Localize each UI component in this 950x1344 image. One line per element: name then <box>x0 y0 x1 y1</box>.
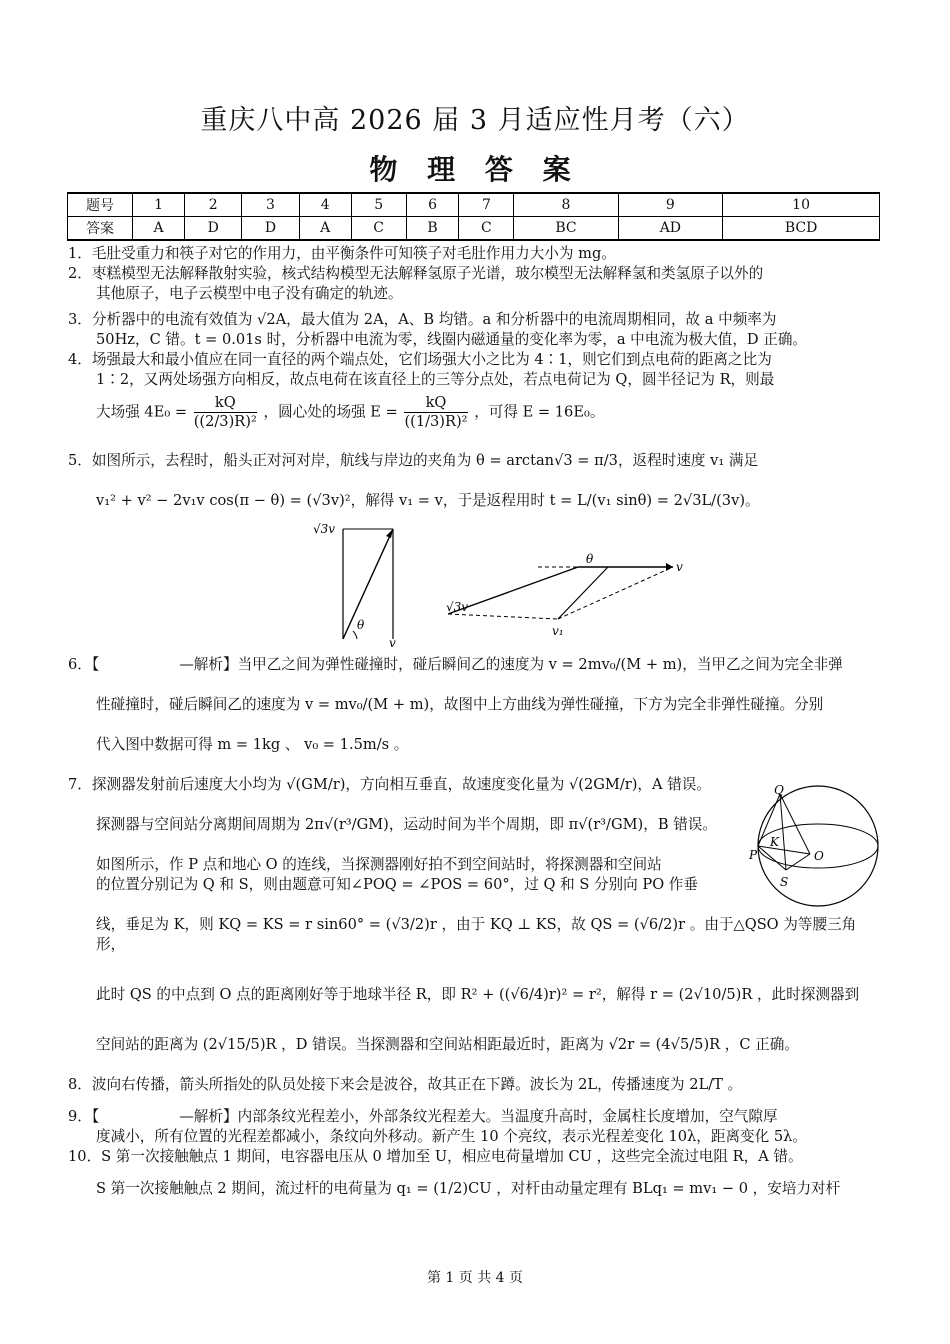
label: √3v <box>313 522 336 536</box>
label: v <box>676 560 683 574</box>
solution-5-line1: 5．如图所示，去程时，船头正对河对岸，航线与岸边的夹角为 θ = arctan√3 = π/3，返程时速度 v₁ 满足 <box>68 452 759 469</box>
label: S <box>780 875 789 889</box>
solution-4-line2: 1∶2，又两处场强方向相反，故点电荷在该直径上的三等分点处，若点电荷记为 Q，圆半径记为 R，则最 <box>96 371 775 388</box>
answer-table-answer-row <box>68 217 880 241</box>
text: ，可得 E = 16E₀。 <box>474 403 605 421</box>
table-cell: 6 <box>406 193 459 217</box>
denominator: ((2/3)R)² <box>193 413 257 430</box>
fraction <box>404 394 467 431</box>
solution-10-line2: S 第一次接触触点 2 期间，流过杆的电荷量为 q₁ = (1/2)CU ，对杆由动量定理有 BLq₁ = mv₁ − 0 ，安培力对杆 <box>96 1180 841 1197</box>
solution-2-line1: 2．枣糕模型无法解释散射实验，核式结构模型无法解释氢原子光谱，玻尔模型无法解释氢和类氢原子以外的 <box>68 265 764 282</box>
table-cell: A <box>299 217 351 241</box>
label: P <box>749 848 758 862</box>
solution-6-line2: 性碰撞时，碰后瞬间乙的速度为 v = mv₀/(M + m)，故图中上方曲线为弹性碰撞，下方为完全非弹性碰撞。分别 <box>96 696 824 713</box>
numerator: kQ <box>404 394 467 413</box>
table-cell: D <box>242 217 299 241</box>
solution-6-line1 <box>68 655 868 675</box>
solution-7-line7: 空间站的距离为 (2√15/5)R ，D 错误。当探测器和空间站相距最近时，距离为 √2r = (4√5/5)R ，C 正确。 <box>96 1036 799 1053</box>
solution-9-line1 <box>68 1107 868 1127</box>
label: v₁ <box>552 624 564 638</box>
table-cell: 3 <box>242 193 299 217</box>
table-cell: A <box>133 217 185 241</box>
label: O <box>814 849 824 863</box>
label: K <box>770 835 779 849</box>
answer-table-number-row <box>68 193 880 217</box>
table-cell: 7 <box>459 193 514 217</box>
label: θ <box>357 618 365 632</box>
page-footer: 第 1 页 共 4 页 <box>426 1270 524 1286</box>
table-cell: 10 <box>723 193 880 217</box>
solution-7-line3: 如图所示，作 P 点和地心 O 的连线，当探测器刚好拍不到空间站时，将探测器和空间站 <box>96 856 662 873</box>
table-cell: BC <box>514 217 618 241</box>
solution-6-line3: 代入图中数据可得 m = 1kg 、 v₀ = 1.5m/s 。 <box>96 736 409 753</box>
table-cell: B <box>406 217 459 241</box>
table-cell: 5 <box>351 193 406 217</box>
solution-10-line1: 10．S 第一次接触触点 1 期间，电容器电压从 0 增加至 U，相应电荷量增加 CU ，这些完全流过电阻 R，A 错。 <box>68 1148 803 1165</box>
table-cell: D <box>185 217 242 241</box>
solutions <box>68 244 868 1199</box>
solution-1: 1．毛肚受重力和筷子对它的作用力，由平衡条件可知筷子对毛肚作用力大小为 mg。 <box>68 245 616 262</box>
label: θ <box>586 552 594 566</box>
text: —解析】当甲乙之间为弹性碰撞时，碰后瞬间乙的速度为 v = 2mv₀/(M + m)，当甲乙之间为完全非弹 <box>179 656 843 673</box>
label: √3v <box>446 600 469 614</box>
table-cell: 8 <box>514 193 618 217</box>
solution-7-line1: 7．探测器发射前后速度大小均为 √(GM/r)，方向相互垂直，故速度变化量为 √(2GM/r)，A 错误。 <box>68 776 711 793</box>
text: 6．【 <box>68 656 100 673</box>
label: v <box>389 636 396 650</box>
answer-table <box>67 192 880 241</box>
solution-7-line5: 线，垂足为 K，则 KQ = KS = r sin60° = (√3/2)r ，由于 KQ ⊥ KS，故 QS = (√6/2)r 。由于△QSO 为等腰三角形， <box>96 916 857 953</box>
row-label: 题号 <box>68 193 133 217</box>
denominator: ((1/3)R)² <box>404 413 468 430</box>
solution-8: 8．波向右传播，箭头所指处的队员处接下来会是波谷，故其正在下蹲。波长为 2L，传播速度为 2L/T 。 <box>68 1076 743 1093</box>
page-subtitle: 物 理 答 案 <box>369 153 581 186</box>
solution-9-line2: 度减小，所有位置的光程差都减小，条纹向外移动。新产生 10 个亮纹，表示光程差变化 10λ，距离变化 5λ。 <box>96 1128 808 1145</box>
solution-3-line1: 3．分析器中的电流有效值为 √2A，最大值为 2A，A、B 均错。a 和分析器中的电流周期相同，故 a 中频率为 <box>68 311 777 328</box>
solution-7-line6: 此时 QS 的中点到 O 点的距离刚好等于地球半径 R，即 R² + ((√6/4)r)² = r²，解得 r = (2√10/5)R ，此时探测器到 <box>96 986 860 1003</box>
text: —解析】内部条纹光程差小，外部条纹光程差大。当温度升高时，金属柱长度增加，空气隙厚 <box>179 1108 778 1125</box>
table-cell: 1 <box>133 193 185 217</box>
solution-7-line2: 探测器与空间站分离期间周期为 2π√(r³/GM)，运动时间为半个周期，即 π√(r³/GM)，B 错误。 <box>96 816 717 833</box>
orbit-diagram <box>750 784 890 904</box>
solution-2-line2: 其他原子，电子云模型中电子没有确定的轨迹。 <box>96 285 403 302</box>
row-label: 答案 <box>68 217 133 241</box>
solution-4-line3 <box>68 394 868 431</box>
label: Q <box>774 783 784 797</box>
table-cell: 2 <box>185 193 242 217</box>
boat-vector-diagram <box>68 519 868 649</box>
page-title: 重庆八中高 2026 届 3 月适应性月考（六） <box>200 105 750 136</box>
solution-3-line2: 50Hz，C 错。t = 0.01s 时，分析器中电流为零，线圈内磁通量的变化率为零，a 中电流为极大值，D 正确。 <box>96 331 808 348</box>
fraction <box>194 394 257 431</box>
numerator: kQ <box>194 394 257 413</box>
text: ，圆心处的场强 E = <box>263 403 398 421</box>
table-cell: C <box>459 217 514 241</box>
table-cell: AD <box>618 217 723 241</box>
table-cell: C <box>351 217 406 241</box>
table-cell: BCD <box>723 217 880 241</box>
figure-5 <box>68 519 868 649</box>
table-cell: 9 <box>618 193 723 217</box>
solution-5-line2: v₁² + v² − 2v₁v cos(π − θ) = (√3v)²，解得 v₁ = v，于是返程用时 t = L/(v₁ sinθ) = 2√3L/(3v)。 <box>96 492 760 509</box>
text: 大场强 4E₀ = <box>96 403 188 421</box>
text: 9．【 <box>68 1108 100 1125</box>
solution-7-line4: 的位置分别记为 Q 和 S，则由题意可知∠POQ = ∠POS = 60°，过 Q 和 S 分别向 PO 作垂 <box>96 876 698 893</box>
table-cell: 4 <box>299 193 351 217</box>
solution-4-line1: 4．场强最大和最小值应在同一直径的两个端点处，它们场强大小之比为 4∶1，则它们到点电荷的距离之比为 <box>68 351 772 368</box>
